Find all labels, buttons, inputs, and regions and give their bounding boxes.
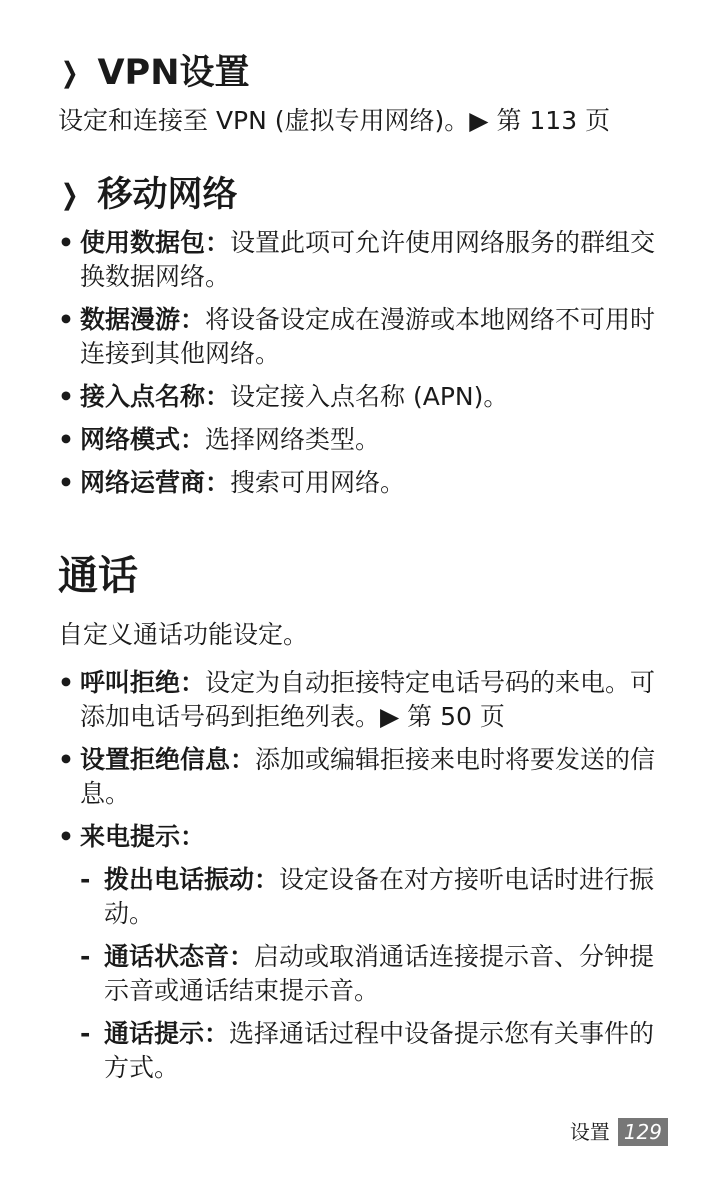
list-item — [58, 666, 678, 734]
sub-list-item — [80, 940, 678, 1008]
item-text: 将设备设定成在漫游或本地网络不可用时连接到其他网络。 — [80, 305, 656, 368]
item-term: 网络模式： — [80, 425, 206, 454]
mobile-network-heading-text: 移动网络 — [97, 175, 238, 215]
dash-icon: - — [80, 942, 91, 971]
bullet-icon: • — [58, 305, 74, 334]
item-text: 设置此项可允许使用网络服务的群组交换数据网络。 — [80, 228, 656, 291]
item-text: 添加或编辑拒接来电时将要发送的信息。 — [80, 745, 656, 808]
vpn-heading-text: VPN设置 — [97, 53, 250, 93]
item-text: 搜索可用网络。 — [230, 468, 406, 497]
item-term: 来电提示： — [80, 822, 206, 851]
page-footer — [570, 1118, 668, 1146]
item-term: 拨出电话振动： — [104, 865, 280, 894]
list-item — [58, 380, 678, 414]
mobile-network-list — [58, 226, 678, 500]
footer-section-label: 设置 — [569, 1120, 610, 1144]
bullet-icon: • — [58, 468, 74, 497]
sub-list-item — [80, 863, 678, 931]
incoming-call-alert-sublist — [80, 863, 678, 1085]
item-text: 选择网络类型。 — [205, 425, 381, 454]
manual-page — [58, 48, 678, 1094]
mobile-network-heading — [58, 170, 678, 220]
item-term: 数据漫游： — [80, 305, 206, 334]
item-text: 选择通话过程中设备提示您有关事件的方式。 — [104, 1019, 655, 1082]
item-term: 通话提示： — [104, 1019, 230, 1048]
item-term: 接入点名称： — [80, 382, 231, 411]
list-item — [58, 743, 678, 811]
dash-icon: - — [80, 1019, 91, 1048]
vpn-description: 设定和连接至 VPN (虚拟专用网络)。▶ 第 113 页 — [58, 106, 611, 135]
list-item — [58, 466, 678, 500]
item-term: 通话状态音： — [104, 942, 255, 971]
sub-list-item — [80, 1017, 678, 1085]
item-text: 设定为自动拒接特定电话号码的来电。可添加电话号码到拒绝列表。▶ 第 50 页 — [80, 668, 656, 731]
list-item — [58, 303, 678, 371]
chevron-right-icon: ❯ — [60, 178, 79, 211]
item-term: 网络运营商： — [80, 468, 231, 497]
bullet-icon: • — [58, 668, 74, 697]
page-number: 129 — [618, 1118, 668, 1146]
bullet-icon: • — [58, 745, 74, 774]
dash-icon: - — [80, 865, 91, 894]
item-term: 使用数据包： — [80, 228, 231, 257]
list-item — [58, 226, 678, 294]
item-text: 设定设备在对方接听电话时进行振动。 — [104, 865, 655, 928]
chevron-right-icon: ❯ — [60, 56, 79, 89]
item-term: 呼叫拒绝： — [80, 668, 206, 697]
list-item — [58, 820, 678, 854]
call-heading: 通话 — [58, 553, 138, 599]
call-intro: 自定义通话功能设定。 — [58, 620, 309, 649]
call-settings-list — [58, 666, 678, 854]
item-text: 启动或取消通话连接提示音、分钟提示音或通话结束提示音。 — [104, 942, 655, 1005]
vpn-heading — [58, 48, 678, 98]
bullet-icon: • — [58, 228, 74, 257]
bullet-icon: • — [58, 425, 74, 454]
bullet-icon: • — [58, 822, 74, 851]
item-text: 设定接入点名称 (APN)。 — [230, 382, 509, 411]
item-term: 设置拒绝信息： — [80, 745, 256, 774]
list-item — [58, 423, 678, 457]
bullet-icon: • — [58, 382, 74, 411]
